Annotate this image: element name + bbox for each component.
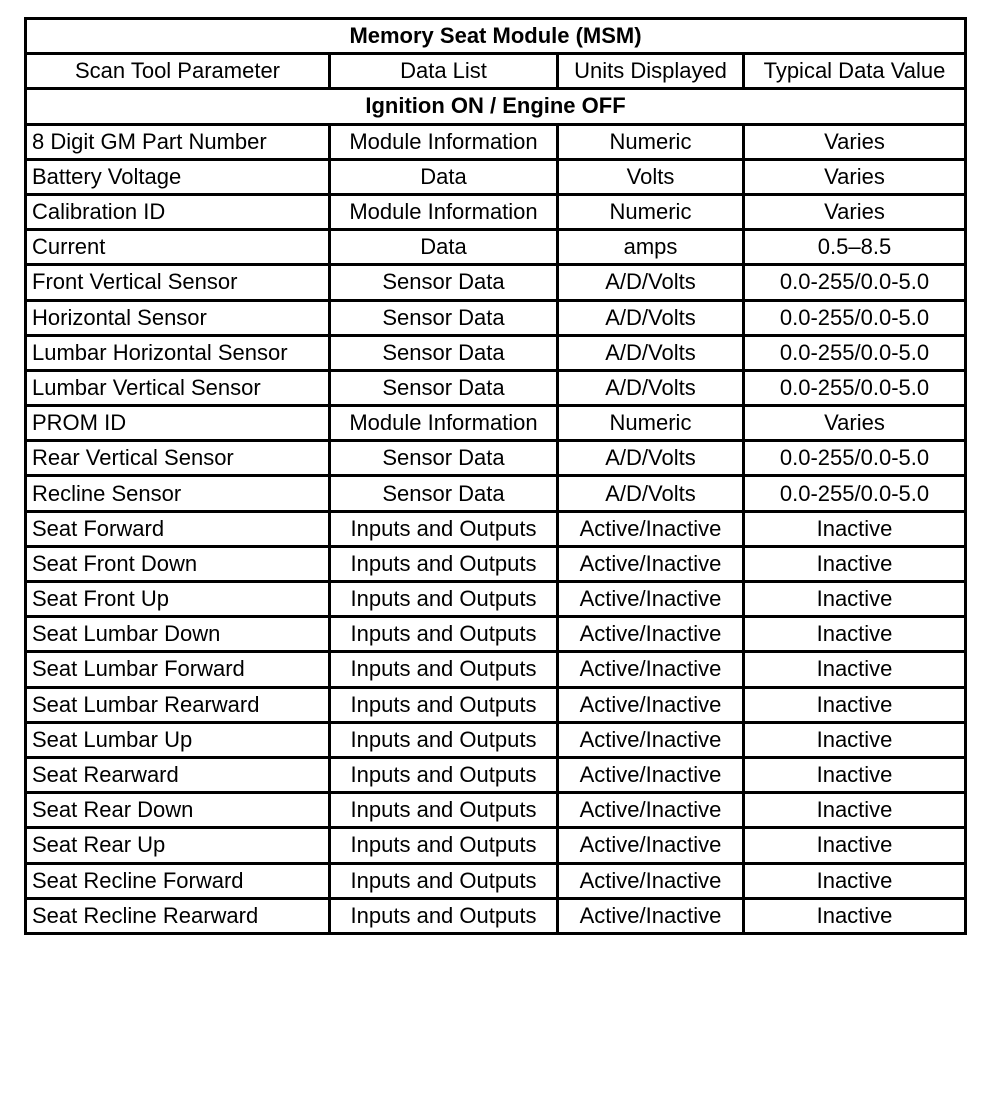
cell-units: Numeric — [558, 194, 744, 229]
cell-data-list: Inputs and Outputs — [330, 511, 558, 546]
cell-data-list: Inputs and Outputs — [330, 828, 558, 863]
cell-data-list: Data — [330, 159, 558, 194]
cell-typical-value: Inactive — [744, 582, 966, 617]
cell-data-list: Inputs and Outputs — [330, 793, 558, 828]
cell-typical-value: Varies — [744, 124, 966, 159]
cell-data-list: Sensor Data — [330, 441, 558, 476]
table-row — [26, 793, 966, 828]
cell-data-list: Module Information — [330, 194, 558, 229]
cell-parameter: Front Vertical Sensor — [26, 265, 330, 300]
cell-data-list: Sensor Data — [330, 370, 558, 405]
cell-parameter: Seat Front Down — [26, 546, 330, 581]
cell-parameter: Seat Front Up — [26, 582, 330, 617]
cell-data-list: Inputs and Outputs — [330, 617, 558, 652]
cell-data-list: Data — [330, 230, 558, 265]
cell-units: Active/Inactive — [558, 793, 744, 828]
cell-data-list: Inputs and Outputs — [330, 687, 558, 722]
cell-parameter: PROM ID — [26, 406, 330, 441]
cell-data-list: Inputs and Outputs — [330, 652, 558, 687]
cell-units: A/D/Volts — [558, 300, 744, 335]
table-row — [26, 124, 966, 159]
cell-parameter: Seat Lumbar Up — [26, 722, 330, 757]
cell-data-list: Inputs and Outputs — [330, 582, 558, 617]
cell-parameter: Seat Rear Up — [26, 828, 330, 863]
cell-typical-value: Inactive — [744, 652, 966, 687]
cell-parameter: Seat Lumbar Down — [26, 617, 330, 652]
table-row — [26, 863, 966, 898]
table-row — [26, 476, 966, 511]
cell-typical-value: Inactive — [744, 793, 966, 828]
cell-typical-value: Inactive — [744, 511, 966, 546]
cell-typical-value: Varies — [744, 406, 966, 441]
msm-data-table — [24, 17, 967, 935]
table-row — [26, 722, 966, 757]
cell-units: Active/Inactive — [558, 652, 744, 687]
cell-typical-value: 0.5–8.5 — [744, 230, 966, 265]
table-row — [26, 230, 966, 265]
cell-data-list: Sensor Data — [330, 300, 558, 335]
table-row — [26, 898, 966, 933]
cell-typical-value: 0.0-255/0.0-5.0 — [744, 441, 966, 476]
cell-units: Active/Inactive — [558, 722, 744, 757]
section-row — [26, 89, 966, 124]
table-row — [26, 687, 966, 722]
cell-units: A/D/Volts — [558, 370, 744, 405]
table-row — [26, 652, 966, 687]
table-row — [26, 335, 966, 370]
cell-units: Active/Inactive — [558, 687, 744, 722]
cell-data-list: Inputs and Outputs — [330, 898, 558, 933]
table-row — [26, 406, 966, 441]
cell-data-list: Inputs and Outputs — [330, 757, 558, 792]
cell-data-list: Sensor Data — [330, 265, 558, 300]
cell-parameter: Rear Vertical Sensor — [26, 441, 330, 476]
cell-parameter: Seat Rear Down — [26, 793, 330, 828]
cell-parameter: 8 Digit GM Part Number — [26, 124, 330, 159]
table-row — [26, 582, 966, 617]
cell-units: A/D/Volts — [558, 335, 744, 370]
cell-parameter: Horizontal Sensor — [26, 300, 330, 335]
cell-units: Active/Inactive — [558, 863, 744, 898]
table-header-row — [26, 54, 966, 89]
cell-typical-value: Inactive — [744, 546, 966, 581]
cell-units: Active/Inactive — [558, 898, 744, 933]
cell-parameter: Seat Lumbar Rearward — [26, 687, 330, 722]
cell-units: Active/Inactive — [558, 828, 744, 863]
cell-units: A/D/Volts — [558, 441, 744, 476]
cell-data-list: Sensor Data — [330, 335, 558, 370]
table-row — [26, 265, 966, 300]
cell-parameter: Seat Forward — [26, 511, 330, 546]
cell-typical-value: 0.0-255/0.0-5.0 — [744, 300, 966, 335]
table-row — [26, 617, 966, 652]
cell-typical-value: 0.0-255/0.0-5.0 — [744, 476, 966, 511]
cell-units: Numeric — [558, 124, 744, 159]
cell-typical-value: Inactive — [744, 687, 966, 722]
cell-data-list: Inputs and Outputs — [330, 546, 558, 581]
cell-units: Active/Inactive — [558, 757, 744, 792]
cell-units: Active/Inactive — [558, 546, 744, 581]
table-row — [26, 511, 966, 546]
cell-data-list: Module Information — [330, 124, 558, 159]
table-row — [26, 441, 966, 476]
cell-typical-value: Varies — [744, 159, 966, 194]
header-typical-data-value: Typical Data Value — [744, 54, 966, 89]
table-title-row — [26, 19, 966, 54]
cell-data-list: Sensor Data — [330, 476, 558, 511]
cell-units: A/D/Volts — [558, 265, 744, 300]
cell-parameter: Seat Rearward — [26, 757, 330, 792]
cell-units: Volts — [558, 159, 744, 194]
cell-parameter: Calibration ID — [26, 194, 330, 229]
cell-data-list: Module Information — [330, 406, 558, 441]
cell-data-list: Inputs and Outputs — [330, 722, 558, 757]
cell-typical-value: 0.0-255/0.0-5.0 — [744, 335, 966, 370]
cell-typical-value: Inactive — [744, 863, 966, 898]
cell-parameter: Seat Recline Forward — [26, 863, 330, 898]
header-data-list: Data List — [330, 54, 558, 89]
table-title: Memory Seat Module (MSM) — [26, 19, 966, 54]
cell-parameter: Recline Sensor — [26, 476, 330, 511]
cell-typical-value: Inactive — [744, 898, 966, 933]
header-scan-tool-parameter: Scan Tool Parameter — [26, 54, 330, 89]
table-body — [26, 124, 966, 933]
cell-typical-value: Inactive — [744, 757, 966, 792]
cell-units: amps — [558, 230, 744, 265]
cell-parameter: Current — [26, 230, 330, 265]
cell-parameter: Lumbar Horizontal Sensor — [26, 335, 330, 370]
header-units-displayed: Units Displayed — [558, 54, 744, 89]
cell-typical-value: Inactive — [744, 828, 966, 863]
table-row — [26, 546, 966, 581]
cell-units: Active/Inactive — [558, 511, 744, 546]
table-row — [26, 757, 966, 792]
cell-units: Numeric — [558, 406, 744, 441]
cell-parameter: Battery Voltage — [26, 159, 330, 194]
cell-data-list: Inputs and Outputs — [330, 863, 558, 898]
cell-typical-value: 0.0-255/0.0-5.0 — [744, 370, 966, 405]
cell-parameter: Lumbar Vertical Sensor — [26, 370, 330, 405]
table-row — [26, 370, 966, 405]
cell-parameter: Seat Recline Rearward — [26, 898, 330, 933]
cell-typical-value: Varies — [744, 194, 966, 229]
table-row — [26, 194, 966, 229]
table-row — [26, 300, 966, 335]
cell-typical-value: Inactive — [744, 722, 966, 757]
table-row — [26, 828, 966, 863]
cell-units: A/D/Volts — [558, 476, 744, 511]
section-label: Ignition ON / Engine OFF — [26, 89, 966, 124]
cell-units: Active/Inactive — [558, 582, 744, 617]
cell-parameter: Seat Lumbar Forward — [26, 652, 330, 687]
cell-typical-value: Inactive — [744, 617, 966, 652]
cell-units: Active/Inactive — [558, 617, 744, 652]
table-row — [26, 159, 966, 194]
cell-typical-value: 0.0-255/0.0-5.0 — [744, 265, 966, 300]
